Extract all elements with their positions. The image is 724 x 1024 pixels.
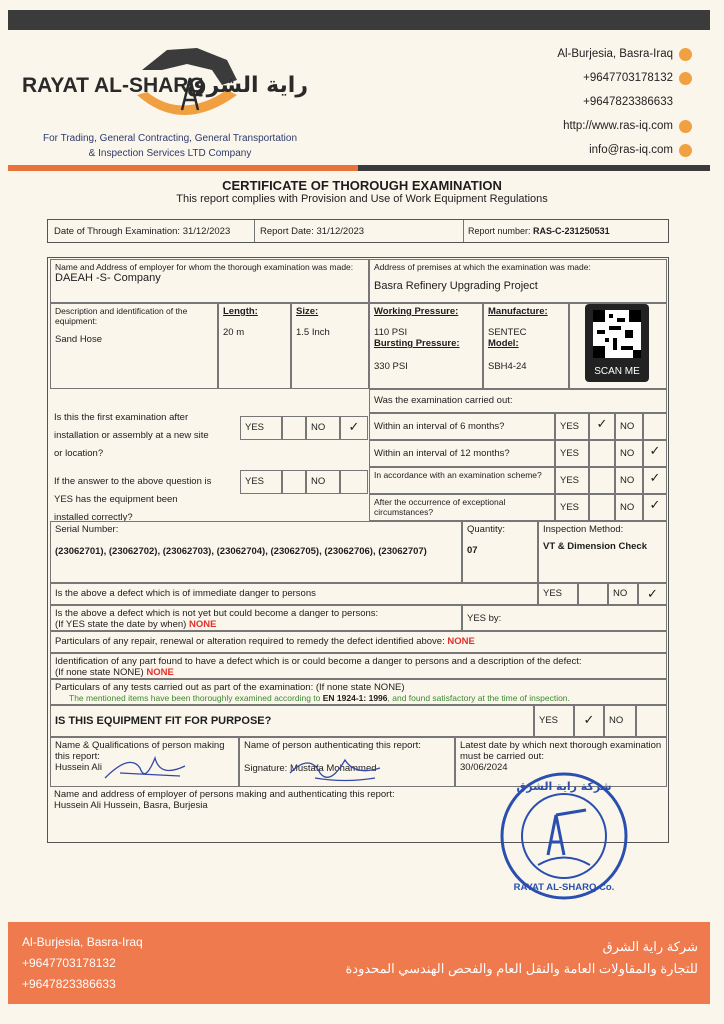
report-date: 31/12/2023 <box>316 226 365 237</box>
method-cell: Inspection Method: VT & Dimension Check <box>538 521 667 583</box>
scheme-yes-box[interactable] <box>589 467 615 494</box>
identification-cell: Identification of any part found to have a defect which is or could become a danger to persons and a description of the defect: (If none state NONE) NONE <box>50 653 667 679</box>
employer-name: DAEAH -S- Company <box>55 272 161 284</box>
q1-no[interactable]: NO <box>306 416 340 440</box>
scheme-no-check[interactable]: ✓ <box>643 467 667 494</box>
svg-text:راية الشرق: راية الشرق <box>186 73 308 98</box>
quantity-value: 07 <box>467 545 478 556</box>
q2-yes[interactable]: YES <box>240 470 282 494</box>
certificate-subtitle: This report complies with Provision and Use of Work Equipment Regulations <box>176 193 548 205</box>
dates-row: Date of Through Examination: 31/12/2023 Report Date: 31/12/2023 Report number: RAS-C-231250531 <box>47 219 669 243</box>
contact-phone-2: +9647823386633 <box>583 96 673 108</box>
authenticator-signature <box>285 748 385 788</box>
svg-text:RAYAT AL-SHARQ Co.: RAYAT AL-SHARQ Co. <box>513 882 615 893</box>
scheme-no[interactable]: NO <box>615 467 643 494</box>
bursting-pressure: 330 PSI <box>374 361 408 372</box>
tagline: For Trading, General Contracting, General Transportation & Inspection Services LTD Company <box>42 133 298 159</box>
interval-12-yes-box[interactable] <box>589 440 615 467</box>
yes-by-cell: YES by: <box>462 605 667 631</box>
phone-icon <box>679 72 692 85</box>
reporter-signature <box>100 748 190 788</box>
exceptional-no-check[interactable]: ✓ <box>643 494 667 521</box>
interval-6-yes-check[interactable]: ✓ <box>589 413 615 440</box>
mail-icon <box>679 144 692 157</box>
q2-no-box[interactable] <box>340 470 368 494</box>
serial-cell: Serial Number: (23062701), (23062702), (23062703), (23062704), (23062705), (23062706), (23062707) <box>50 521 462 583</box>
defect-immediate-yes[interactable]: YES <box>538 583 578 605</box>
company-stamp <box>498 770 630 902</box>
fit-for-purpose-cell: IS THIS EQUIPMENT FIT FOR PURPOSE? <box>50 705 534 737</box>
footer-bar <box>8 922 710 1004</box>
contact-phone-1: +9647703178132 <box>583 72 673 84</box>
contact-email: info@ras-iq.com <box>589 144 673 156</box>
svg-text:شركة راية الشرق: شركة راية الشرق <box>516 780 612 793</box>
equipment-desc: Sand Hose <box>55 334 103 345</box>
authenticator-cell: Name of person authenticating this report: Signature: Mustafa Mohammed <box>239 737 455 787</box>
footer-arabic: شركة راية الشرق للتجارة والمقاولات العامة والنقل العام والفحص الهندسي المحدودة <box>345 939 698 976</box>
contact-address: Al-Burjesia, Basra-Iraq <box>557 48 673 60</box>
top-bar <box>8 10 710 30</box>
exceptional-no[interactable]: NO <box>615 494 643 521</box>
q2-yes-box[interactable] <box>282 470 306 494</box>
header-divider <box>8 165 710 171</box>
contact-block <box>557 42 692 162</box>
length-value: 20 m <box>223 327 245 338</box>
manufacture-cell: Manufacture: SENTEC Model: SBH4-24 <box>483 303 569 389</box>
location-icon <box>679 48 692 61</box>
method-value: VT & Dimension Check <box>543 541 647 552</box>
contact-website: http://www.ras-iq.com <box>563 120 673 132</box>
repair-cell: Particulars of any repair, renewal or alteration required to remedy the defect identified above: NONE <box>50 631 667 653</box>
interval-6-yes[interactable]: YES <box>555 413 589 440</box>
fit-yes[interactable]: YES <box>534 705 574 737</box>
q1-yes[interactable]: YES <box>240 416 282 440</box>
carried-out-header: Was the examination carried out: <box>369 389 667 413</box>
next-exam-date: 30/06/2024 <box>460 762 508 773</box>
size-value: 1.5 Inch <box>296 327 330 338</box>
interval-12-no[interactable]: NO <box>615 440 643 467</box>
interval-12-label: Within an interval of 12 months? <box>369 440 555 467</box>
scheme-label: In accordance with an examination scheme? <box>369 467 555 494</box>
scan-me-label: SCAN ME <box>594 366 640 377</box>
exceptional-label: After the occurrence of exceptional circumstances? <box>369 494 555 521</box>
interval-12-no-check[interactable]: ✓ <box>643 440 667 467</box>
interval-6-no[interactable]: NO <box>615 413 643 440</box>
quantity-cell: Quantity: 07 <box>462 521 538 583</box>
length-cell: Length: 20 m <box>218 303 291 389</box>
next-exam-cell: Latest date by which next thorough examination must be carried out: 30/06/2024 <box>455 737 667 787</box>
employer-address-cell: Name and address of employer of persons making and authenticating this report: Hussein Ali Hussein, Basra, Burjesia <box>50 787 667 841</box>
equipment-desc-cell: Description and identification of the equipment: Sand Hose <box>50 303 218 389</box>
q1-yes-box[interactable] <box>282 416 306 440</box>
interval-6-no-box[interactable] <box>643 413 667 440</box>
q2-no[interactable]: NO <box>306 470 340 494</box>
globe-icon <box>679 120 692 133</box>
manufacture-value: SENTEC <box>488 327 527 338</box>
company-logo <box>22 40 322 130</box>
premises-cell: Address of premises at which the examination was made: Basra Refinery Upgrading Project <box>369 259 667 303</box>
scheme-yes[interactable]: YES <box>555 467 589 494</box>
footer-contact: Al-Burjesia, Basra-Iraq +9647703178132 +9647823386633 <box>22 935 143 991</box>
report-number: RAS-C-231250531 <box>533 226 610 236</box>
working-pressure: 110 PSI <box>374 327 408 338</box>
q1-no-check[interactable]: ✓ <box>340 416 368 440</box>
size-cell: Size: 1.5 Inch <box>291 303 369 389</box>
qr-code[interactable] <box>585 304 649 382</box>
defect-immediate-yes-box[interactable] <box>578 583 608 605</box>
exceptional-yes[interactable]: YES <box>555 494 589 521</box>
reporter-cell: Name & Qualifications of person making this report: Hussein Ali <box>50 737 239 787</box>
defect-immediate-label: Is the above a defect which is of immediate danger to persons <box>50 583 538 605</box>
fit-no[interactable]: NO <box>604 705 636 737</box>
qr-pattern <box>593 310 641 358</box>
fit-no-box[interactable] <box>636 705 667 737</box>
exceptional-yes-box[interactable] <box>589 494 615 521</box>
tests-cell: Particulars of any tests carried out as part of the examination: (If none state NONE) The mentioned items have been thoroughly examined according to EN 1924-1: 1996, and found satisfactory at the time of inspection. <box>50 679 667 705</box>
pressure-cell: Working Pressure: 110 PSI Bursting Pressure: 330 PSI <box>369 303 483 389</box>
certificate-title: CERTIFICATE OF THOROUGH EXAMINATION <box>222 178 502 193</box>
interval-6-label: Within an interval of 6 months? <box>369 413 555 440</box>
model-value: SBH4-24 <box>488 361 527 372</box>
defect-future-cell: Is the above a defect which is not yet but could become a danger to persons: (If YES state the date by when) NONE <box>50 605 462 631</box>
reporter-name: Hussein Ali <box>55 762 102 773</box>
fit-yes-check[interactable]: ✓ <box>574 705 604 737</box>
interval-12-yes[interactable]: YES <box>555 440 589 467</box>
exam-date: 31/12/2023 <box>182 226 231 237</box>
serial-numbers: (23062701), (23062702), (23062703), (23062704), (23062705), (23062706), (23062707) <box>55 546 427 557</box>
premises-address: Basra Refinery Upgrading Project <box>374 280 538 292</box>
first-exam-questions: Is this the first examination after installation or assembly at a new site or location? If the answer to the above question is YES has the equipment been installed correctly? <box>54 412 212 521</box>
defect-immediate-no[interactable]: NO <box>608 583 638 605</box>
employer-address: Hussein Ali Hussein, Basra, Burjesia <box>54 800 208 811</box>
authenticator-name: Signature: Mustafa Mohammed <box>244 763 377 774</box>
defect-immediate-no-check[interactable]: ✓ <box>638 583 667 605</box>
employer-cell: Name and Address of employer for whom the thorough examination was made: DAEAH -S- Company <box>50 259 369 303</box>
svg-text:RAYAT AL-SHARQ: RAYAT AL-SHARQ <box>22 74 205 97</box>
